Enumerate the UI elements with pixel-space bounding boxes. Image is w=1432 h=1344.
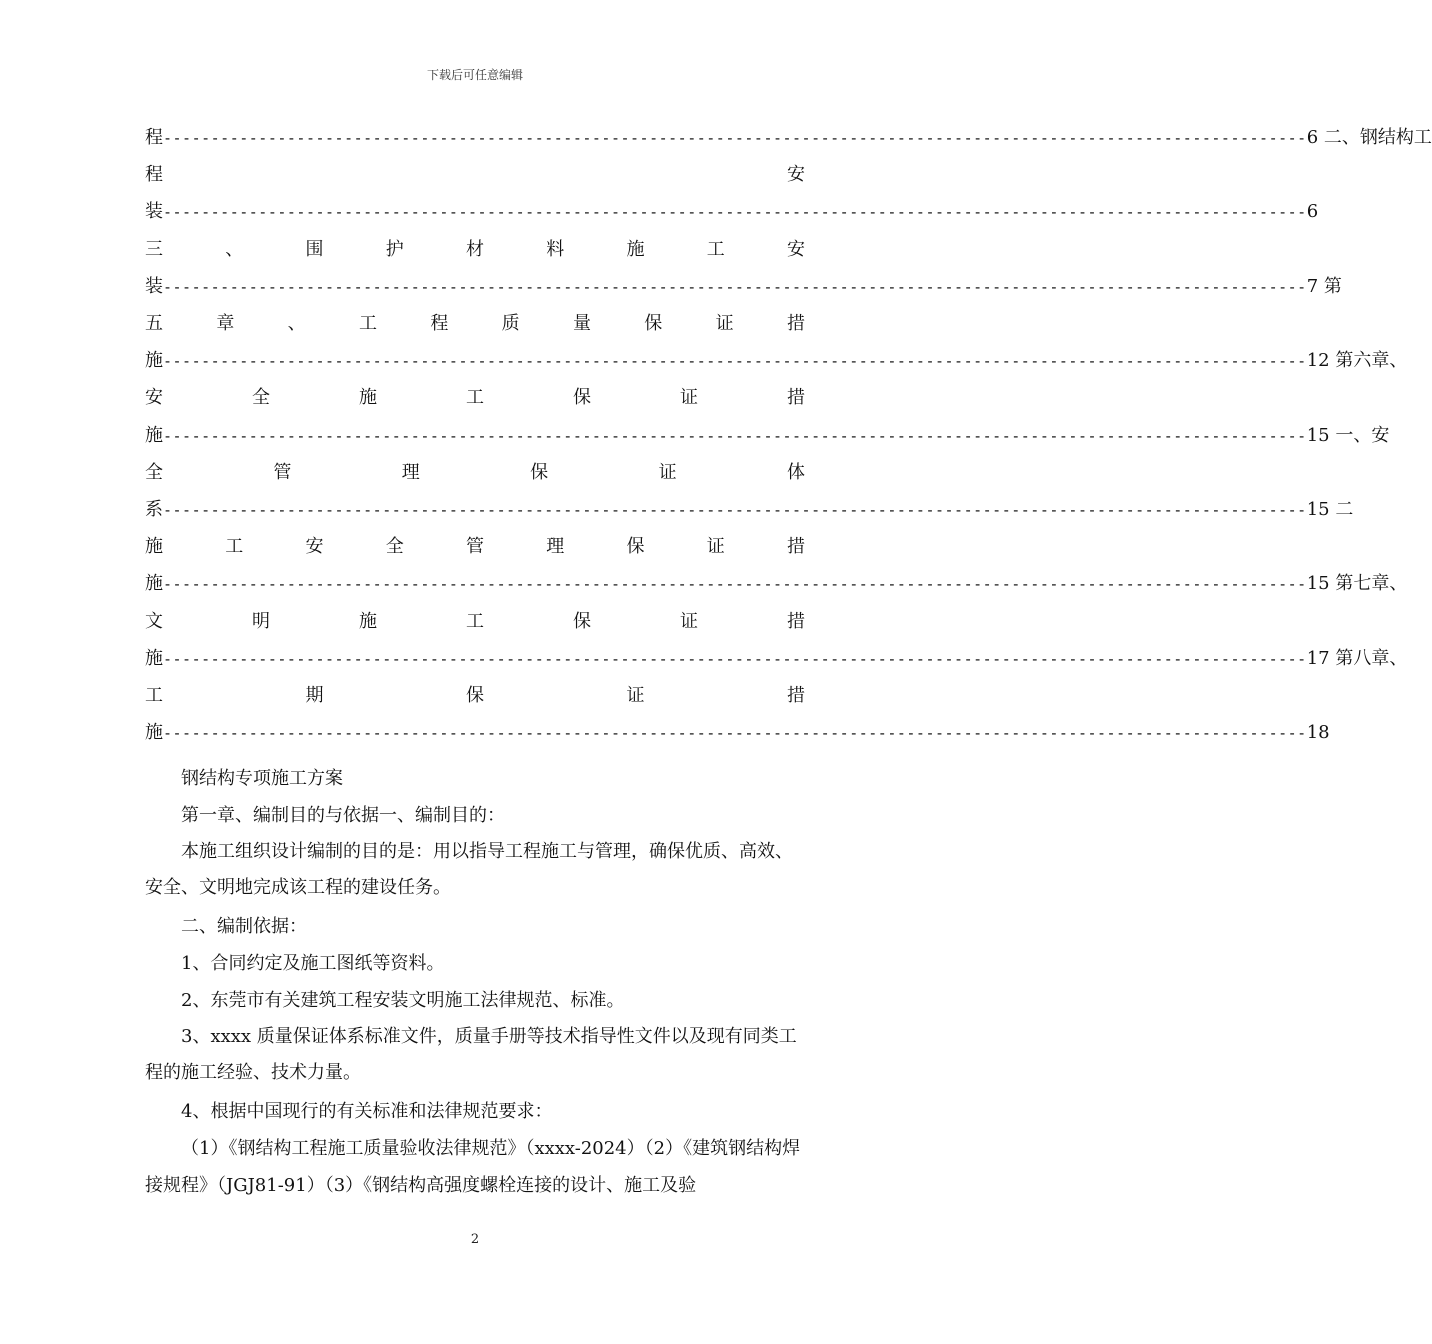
toc-char: 施: [626, 238, 645, 260]
toc-char: 措: [787, 610, 805, 632]
toc-entry-label: 施: [145, 573, 163, 595]
toc-char: 管: [273, 461, 292, 483]
toc-char: 保: [573, 610, 591, 632]
toc-char: 程: [430, 313, 449, 334]
document-title: 钢结构专项施工方案: [181, 768, 343, 789]
toc-char: 工: [225, 536, 244, 558]
toc-char: 保: [573, 387, 591, 409]
toc-char: 五: [145, 313, 163, 334]
toc-char: 、: [287, 313, 306, 334]
toc-char: 理: [401, 461, 420, 483]
toc-char: 材: [466, 238, 484, 260]
basis-heading: 二、编制依据：: [181, 916, 307, 937]
toc-entry-label: 系: [145, 499, 163, 520]
toc-leader-dashes: ------------------------------------------------------------------------------------------------------------------------: [163, 575, 1307, 594]
toc-leader-dashes: ------------------------------------------------------------------------------------------------------------------------: [163, 203, 1307, 222]
toc-char: 章: [216, 313, 235, 334]
toc-char: 期: [305, 685, 324, 706]
toc-justified-line: [145, 533, 805, 561]
toc-char: 证: [626, 685, 645, 706]
toc-entry-label: 装: [145, 275, 163, 297]
references-paragraph: （1）《钢结构工程施工质量验收法律规范》（xxxx-2024）（2）《建筑钢结构焊接规程》（JGJ81-91）（3）《钢结构高强度螺栓连接的设计、施工及验: [145, 1138, 801, 1196]
toc-char: 证: [715, 313, 734, 334]
toc-entry-label: 程: [145, 127, 163, 148]
toc-char: 施: [145, 536, 163, 558]
toc-char: 证: [706, 536, 725, 558]
toc-char: 证: [680, 387, 698, 409]
toc-char: 工: [466, 610, 484, 632]
toc-leader-dashes: ------------------------------------------------------------------------------------------------------------------------: [163, 724, 1307, 743]
toc-justified-line: [145, 161, 805, 189]
toc-char: 措: [787, 685, 805, 706]
toc-char: 管: [466, 536, 484, 558]
toc-char: 保: [466, 685, 484, 706]
page-number: 2: [470, 1232, 480, 1247]
toc-char: 措: [787, 536, 805, 558]
toc-char: 围: [305, 238, 324, 260]
basis-item-4: 4、根据中国现行的有关标准和法律规范要求：: [181, 1101, 553, 1122]
toc-char: 保: [644, 313, 663, 334]
toc-page-ref: 15 一、安: [1306, 424, 1390, 446]
toc-entry-line: [145, 719, 1330, 747]
toc-char: 护: [385, 238, 404, 260]
toc-char: 施: [359, 610, 377, 632]
toc-char: 工: [466, 387, 484, 409]
toc-char: 工: [706, 238, 725, 260]
toc-page-ref: 6: [1306, 201, 1319, 223]
toc-page-ref: 12 第六章、: [1306, 350, 1408, 372]
toc-char: 量: [572, 313, 591, 334]
toc-entry-label: 施: [145, 350, 163, 372]
toc-justified-line: [145, 236, 805, 264]
toc-char: 安: [145, 387, 163, 409]
toc-char: 全: [252, 387, 270, 409]
toc-entry-label: 装: [145, 201, 163, 223]
basis-item-3: 3、xxxx 质量保证体系标准文件，质量手册等技术指导性文件以及现有同类工程的施工经验、技术力量。: [145, 1026, 797, 1083]
toc-char: 安: [787, 164, 805, 186]
toc-leader-dashes: ------------------------------------------------------------------------------------------------------------------------: [163, 426, 1307, 445]
purpose-paragraph: 本施工组织设计编制的目的是：用以指导工程施工与管理，确保优质、高效、安全、文明地完成该工程的建设任务。: [145, 841, 793, 898]
toc-char: 保: [530, 461, 549, 483]
toc-justified-line: [145, 608, 805, 636]
toc-page-ref: 15 第七章、: [1306, 573, 1408, 595]
toc-char: 全: [385, 536, 404, 558]
toc-leader-dashes: ------------------------------------------------------------------------------------------------------------------------: [163, 501, 1307, 519]
toc-char: 措: [786, 313, 805, 334]
toc-page-ref: 17 第八章、: [1306, 647, 1408, 669]
toc-leader-dashes: ------------------------------------------------------------------------------------------------------------------------: [163, 352, 1307, 371]
toc-entry-line: [145, 198, 1319, 226]
page-header: 下载后可任意编辑: [426, 68, 523, 82]
toc-char: 措: [787, 387, 805, 409]
toc-char: 质: [501, 313, 520, 334]
toc-char: 证: [658, 461, 677, 483]
toc-char: 理: [546, 536, 565, 558]
toc-justified-line: [145, 384, 805, 412]
toc-justified-line: [145, 682, 805, 710]
toc-entry-line: [145, 570, 1408, 598]
toc-entry-line: [145, 496, 1354, 524]
toc-char: 、: [225, 238, 244, 260]
toc-entry-label: 施: [145, 722, 163, 744]
toc-char: 安: [305, 536, 324, 558]
basis-item-2: 2、东莞市有关建筑工程安装文明施工法律规范、标准。: [181, 990, 625, 1011]
toc-char: 全: [145, 461, 163, 483]
toc-entry-line: [145, 645, 1408, 673]
toc-page-ref: 6 二、钢结构工: [1306, 127, 1432, 148]
toc-leader-dashes: ------------------------------------------------------------------------------------------------------------------------: [163, 649, 1307, 668]
toc-char: 工: [145, 685, 163, 706]
toc-leader-dashes: ------------------------------------------------------------------------------------------------------------------------: [163, 277, 1307, 296]
toc-entry-label: 施: [145, 424, 163, 446]
toc-char: 体: [786, 461, 805, 483]
toc-char: 证: [680, 610, 698, 632]
toc-char: 安: [787, 238, 805, 260]
toc-entry-line: [145, 347, 1408, 375]
toc-char: 保: [626, 536, 645, 558]
toc-leader-dashes: ------------------------------------------------------------------------------------------------------------------------: [163, 129, 1307, 147]
toc-char: 明: [252, 610, 270, 632]
toc-char: 文: [145, 610, 163, 632]
toc-page-ref: 15 二: [1306, 499, 1354, 520]
toc-entry-line: [145, 422, 1390, 450]
toc-page-ref: 7 第: [1306, 275, 1342, 297]
toc-char: 施: [359, 387, 377, 409]
toc-justified-line: [145, 310, 805, 338]
toc-page-ref: 18: [1306, 722, 1330, 744]
basis-item-1: 1、合同约定及施工图纸等资料。: [181, 953, 445, 974]
toc-justified-line: [145, 459, 805, 487]
toc-char: 程: [145, 164, 163, 186]
toc-entry-line: [145, 124, 1432, 152]
toc-char: 工: [358, 313, 377, 334]
toc-char: 三: [145, 238, 163, 260]
toc-entry-line: [145, 273, 1342, 301]
chapter-heading: 第一章、编制目的与依据一、编制目的：: [181, 805, 505, 826]
toc-char: 料: [546, 238, 565, 260]
toc-entry-label: 施: [145, 647, 163, 669]
